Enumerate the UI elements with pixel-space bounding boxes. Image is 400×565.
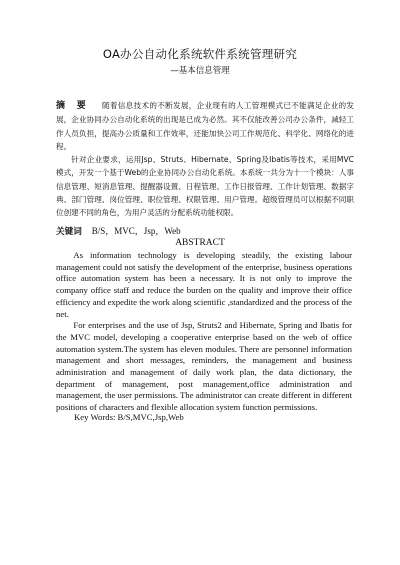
english-abstract bbox=[56, 250, 352, 414]
chinese-abstract-paragraph-2: 针对企业要求，运用Jsp、Struts、Hibernate、Spring及Ibatis等技术，采用MVC模式，开发一个基于Web的企业协同办公自动化系统。本系统一共分为十一个模块：人事信息管理、短消息管理、提醒器设置、日程管理、工作日报管理、工作计划管理、数据字典、部门管理、岗位管理、职位管理、权限管理、用户管理。超级管理员可以根据不同职位创建不同的角色，为用户灵活的分配系统功能权限。 bbox=[56, 155, 354, 218]
english-abstract-paragraph-1: As information technology is developing steadily, the existing labour management could not satisfy the development of the enterprise, business operations office automation system has been a necessary. It is not only to improve the company office staff and reduce the burden on the quality and improve their office efficiency and expedite the work along scientific ,standardized and the process of the net. bbox=[56, 250, 352, 319]
english-keywords: Key Words: B/S,MVC,Jsp,Web bbox=[74, 412, 184, 422]
paper-title: OA办公自动化系统软件系统管理研究 bbox=[102, 47, 298, 61]
chinese-keywords bbox=[56, 224, 356, 237]
chinese-abstract-label: 摘 要 bbox=[56, 101, 91, 111]
paper-subtitle: —基本信息管理 bbox=[170, 66, 230, 76]
chinese-abstract bbox=[56, 99, 354, 220]
chinese-abstract-paragraph-1 bbox=[56, 99, 354, 153]
chinese-keywords-label: 关键词 bbox=[56, 227, 82, 237]
chinese-abstract-text-1: 随着信息技术的不断发展，企业现有的人工管理模式已不能满足企业的发展，企业协同办公自动化系统的出现是已成为必然。其不仅能改善公司办公条件，减轻工作人员负担，提高办公质量和工作效率，还能加快公司工作规范化、科学化、网络化的进程。 bbox=[56, 101, 355, 151]
chinese-keywords-values: B/S，MVC，Jsp，Web bbox=[91, 226, 181, 236]
english-abstract-heading: ABSTRACT bbox=[175, 238, 225, 248]
english-abstract-paragraph-2: For enterprises and the use of Jsp, Struts2 and Hibernate, Spring and Ibatis for the MVC model, developing a cooperative enterprise based on the web of office automation system.The system has eleven modules. There are personnel information management and short messages, reminders, the management and business administration and management of daily work plan, the data dictionary, the department of management, post management,office administration and management, the user permissions. The administrator can create different in different positions of characters and flexible allocation system function permissions. bbox=[56, 320, 352, 413]
